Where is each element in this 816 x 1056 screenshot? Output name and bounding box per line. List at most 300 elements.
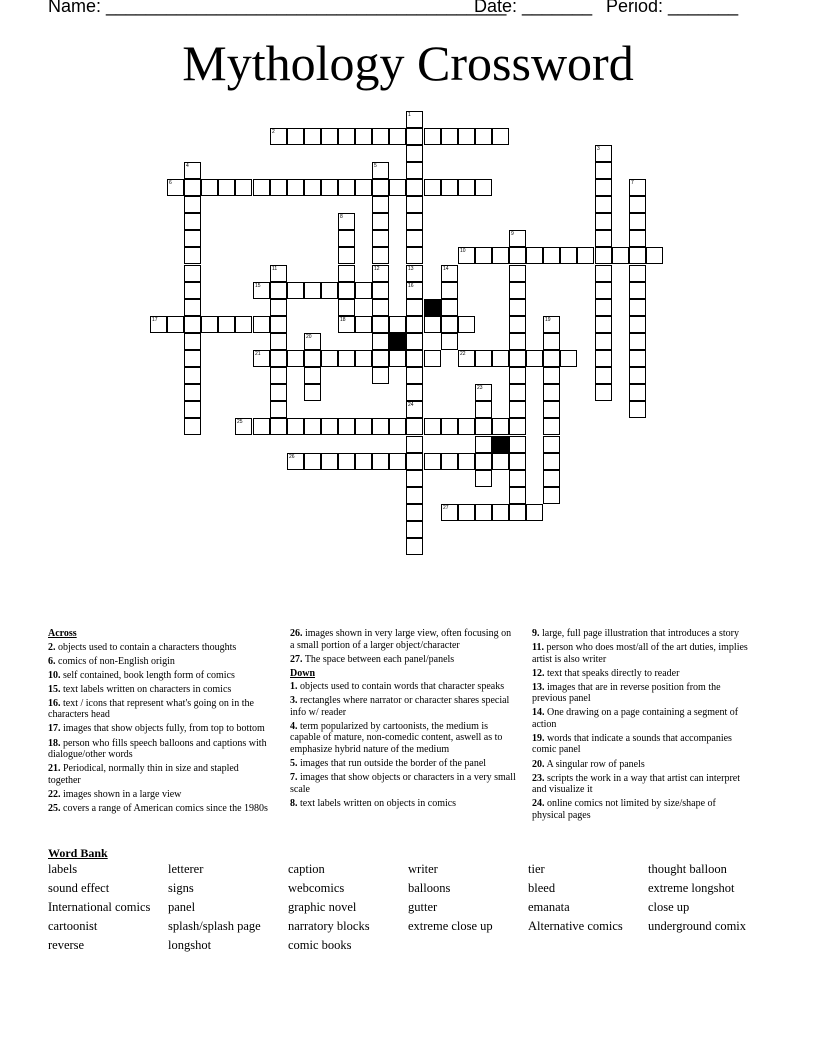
grid-cell[interactable] [184, 247, 201, 264]
grid-cell[interactable] [424, 418, 441, 435]
clue-item [532, 642, 750, 665]
cell-number: 13 [408, 266, 414, 272]
grid-cell[interactable] [629, 384, 646, 401]
grid-cell[interactable] [270, 299, 287, 316]
grid-cell[interactable] [406, 316, 423, 333]
cell-number: 11 [272, 266, 278, 272]
grid-cell[interactable] [321, 179, 338, 196]
grid-cell[interactable] [629, 401, 646, 418]
clue-item [290, 695, 516, 718]
grid-cell[interactable] [372, 196, 389, 213]
grid-cell[interactable] [406, 350, 423, 367]
grid-cell[interactable] [475, 504, 492, 521]
grid-cell[interactable] [458, 504, 475, 521]
clue-item [532, 773, 750, 796]
word-bank-item: comic books [288, 938, 352, 952]
grid-cell[interactable] [406, 230, 423, 247]
cell-number: 24 [408, 402, 414, 408]
clue-number: 24. [532, 798, 545, 810]
grid-cell[interactable] [560, 350, 577, 367]
grid-cell[interactable] [612, 247, 629, 264]
grid-cell[interactable] [406, 418, 423, 435]
clue-number: 17. [48, 723, 61, 735]
grid-cell[interactable] [184, 179, 201, 196]
grid-cell[interactable] [304, 179, 321, 196]
clue-number: 12. [532, 667, 545, 679]
grid-cell[interactable] [355, 179, 372, 196]
cell-number: 12 [374, 266, 380, 272]
grid-cell[interactable] [595, 367, 612, 384]
grid-cell[interactable] [475, 350, 492, 367]
grid-cell[interactable] [441, 179, 458, 196]
grid-cell[interactable] [595, 213, 612, 230]
word-bank-item: narratory blocks [288, 919, 370, 933]
grid-cell[interactable] [406, 487, 423, 504]
grid-cell[interactable] [595, 350, 612, 367]
clues-column-1 [48, 628, 268, 817]
grid-cell[interactable] [338, 453, 355, 470]
grid-cell[interactable] [270, 367, 287, 384]
grid-cell[interactable] [509, 247, 526, 264]
grid-cell[interactable] [372, 213, 389, 230]
clue-number: 13. [532, 681, 545, 693]
clue-item [532, 668, 750, 680]
grid-cell[interactable] [509, 436, 526, 453]
grid-cell[interactable] [543, 367, 560, 384]
grid-cell[interactable] [184, 265, 201, 282]
grid-cell[interactable] [629, 265, 646, 282]
grid-cell[interactable] [543, 401, 560, 418]
grid-cell[interactable] [492, 247, 509, 264]
word-bank-item: bleed [528, 881, 556, 895]
grid-cell[interactable] [406, 145, 423, 162]
grid-cell[interactable] [595, 282, 612, 299]
clue-text: The space between each panel/panels [302, 653, 455, 665]
name-field[interactable]: Name: ________________________________________ [48, 0, 507, 16]
grid-cell[interactable] [184, 333, 201, 350]
grid-cell[interactable] [287, 418, 304, 435]
clue-text: images that show objects fully, from top to bottom [60, 723, 265, 735]
clue-text: person who fills speech balloons and captions with dialogue/other words [48, 737, 267, 761]
grid-cell[interactable] [543, 247, 560, 264]
grid-cell[interactable] [424, 350, 441, 367]
grid-cell[interactable] [424, 179, 441, 196]
grid-cell[interactable] [338, 128, 355, 145]
clue-item [290, 798, 516, 810]
cell-number: 3 [597, 146, 600, 152]
grid-cell[interactable] [509, 384, 526, 401]
grid-cell[interactable] [287, 179, 304, 196]
grid-cell[interactable] [406, 333, 423, 350]
word-bank-item: Alternative comics [528, 919, 623, 933]
grid-cell[interactable] [372, 316, 389, 333]
grid-cell[interactable] [475, 247, 492, 264]
grid-cell[interactable] [321, 418, 338, 435]
grid-cell[interactable] [406, 128, 423, 145]
grid-cell[interactable] [372, 230, 389, 247]
grid-cell[interactable] [184, 230, 201, 247]
grid-cell[interactable] [304, 282, 321, 299]
grid-cell[interactable] [458, 128, 475, 145]
cell-number: 22 [460, 351, 466, 357]
grid-cell[interactable] [629, 282, 646, 299]
grid-cell[interactable] [338, 418, 355, 435]
cell-number: 8 [340, 214, 343, 220]
word-bank-item: emanata [528, 900, 570, 914]
grid-cell[interactable] [372, 350, 389, 367]
clue-text: One drawing on a page containing a segment of action [532, 707, 739, 730]
grid-cell[interactable] [629, 247, 646, 264]
grid-cell[interactable] [184, 213, 201, 230]
word-bank-item: panel [168, 900, 196, 914]
grid-cell[interactable] [629, 367, 646, 384]
grid-cell[interactable] [424, 453, 441, 470]
clue-number: 19. [532, 732, 545, 744]
grid-cell[interactable] [492, 418, 509, 435]
clue-item [48, 698, 268, 721]
grid-cell[interactable] [475, 436, 492, 453]
grid-cell[interactable] [509, 401, 526, 418]
clue-text: A singular row of panels [544, 758, 645, 770]
grid-cell[interactable] [595, 384, 612, 401]
grid-cell[interactable] [595, 299, 612, 316]
grid-cell[interactable] [184, 418, 201, 435]
grid-cell[interactable] [560, 247, 577, 264]
grid-cell[interactable] [389, 350, 406, 367]
grid-cell[interactable] [629, 350, 646, 367]
grid-cell[interactable] [270, 418, 287, 435]
grid-cell[interactable] [543, 470, 560, 487]
grid-cell[interactable] [595, 179, 612, 196]
grid-cell[interactable] [406, 521, 423, 538]
grid-cell[interactable] [629, 230, 646, 247]
grid-cell[interactable] [509, 487, 526, 504]
grid-cell[interactable] [595, 230, 612, 247]
word-bank-item: gutter [408, 900, 438, 914]
grid-cell[interactable] [338, 350, 355, 367]
grid-cell[interactable] [184, 196, 201, 213]
grid-cell[interactable] [543, 350, 560, 367]
grid-cell[interactable] [509, 453, 526, 470]
grid-cell[interactable] [201, 316, 218, 333]
grid-cell[interactable] [475, 418, 492, 435]
grid-cell[interactable] [218, 316, 235, 333]
grid-cell[interactable] [338, 299, 355, 316]
clue-item [48, 670, 268, 682]
grid-cell[interactable] [270, 401, 287, 418]
grid-cell[interactable] [543, 453, 560, 470]
grid-cell[interactable] [458, 179, 475, 196]
grid-cell[interactable] [406, 436, 423, 453]
grid-cell[interactable] [355, 316, 372, 333]
grid-cell[interactable] [184, 316, 201, 333]
word-bank-item: reverse [48, 938, 85, 952]
grid-cell[interactable] [355, 350, 372, 367]
cell-number: 1 [408, 112, 411, 118]
grid-cell[interactable] [338, 247, 355, 264]
clue-number: 25. [48, 802, 61, 814]
grid-cell[interactable] [355, 282, 372, 299]
cell-number: 7 [631, 180, 634, 186]
grid-cell[interactable] [184, 282, 201, 299]
clue-item [290, 721, 516, 756]
grid-cell[interactable] [406, 367, 423, 384]
page-title: Mythology Crossword [182, 35, 634, 91]
grid-cell[interactable] [595, 196, 612, 213]
clue-item [48, 738, 268, 761]
grid-cell[interactable] [389, 179, 406, 196]
grid-cell[interactable] [543, 384, 560, 401]
grid-cell[interactable] [629, 213, 646, 230]
grid-cell[interactable] [406, 504, 423, 521]
clue-item [48, 789, 268, 801]
grid-cell[interactable] [372, 282, 389, 299]
clue-number: 2. [48, 641, 56, 653]
grid-cell[interactable] [509, 367, 526, 384]
grid-cell[interactable] [338, 265, 355, 282]
grid-cell[interactable] [389, 418, 406, 435]
cell-number: 4 [186, 163, 189, 169]
grid-cell[interactable] [321, 128, 338, 145]
grid-cell[interactable] [406, 470, 423, 487]
grid-cell[interactable] [646, 247, 663, 264]
grid-cell[interactable] [355, 128, 372, 145]
clue-number: 16. [48, 697, 61, 709]
grid-cell[interactable] [543, 418, 560, 435]
clue-text: large, full page illustration that introduces a story [539, 628, 739, 639]
grid-cell[interactable] [595, 316, 612, 333]
grid-cell[interactable] [458, 316, 475, 333]
word-bank-item: webcomics [288, 881, 345, 895]
clue-number: 27. [290, 653, 303, 665]
clue-number: 3. [290, 695, 298, 707]
grid-cell[interactable] [321, 453, 338, 470]
word-bank-item: extreme close up [408, 919, 493, 933]
grid-cell[interactable] [201, 179, 218, 196]
grid-cell[interactable] [509, 504, 526, 521]
clue-item [290, 758, 516, 770]
grid-cell[interactable] [218, 179, 235, 196]
grid-cell[interactable] [304, 453, 321, 470]
grid-cell[interactable] [372, 299, 389, 316]
grid-cell[interactable] [509, 470, 526, 487]
grid-cell[interactable] [287, 128, 304, 145]
clue-text: comics of non-English origin [55, 655, 175, 667]
grid-cell[interactable] [270, 333, 287, 350]
grid-cell[interactable] [595, 247, 612, 264]
clue-text: online comics not limited by size/shape of physical pages [532, 798, 716, 821]
grid-cell[interactable] [287, 282, 304, 299]
grid-cell[interactable] [492, 504, 509, 521]
grid-cell[interactable] [167, 316, 184, 333]
grid-cell[interactable] [595, 162, 612, 179]
black-cell [424, 299, 441, 316]
clue-item [48, 803, 268, 815]
grid-cell[interactable] [372, 128, 389, 145]
grid-cell[interactable] [184, 299, 201, 316]
grid-cell[interactable] [509, 316, 526, 333]
grid-cell[interactable] [475, 453, 492, 470]
word-bank-item: tier [528, 862, 545, 876]
grid-cell[interactable] [543, 333, 560, 350]
grid-cell[interactable] [509, 282, 526, 299]
word-bank-item: longshot [168, 938, 212, 952]
grid-cell[interactable] [270, 384, 287, 401]
clue-text: images shown in very large view, often focusing on a small portion of a larger object/character [290, 628, 512, 651]
grid-cell[interactable] [526, 504, 543, 521]
grid-cell[interactable] [458, 453, 475, 470]
grid-cell[interactable] [441, 282, 458, 299]
grid-cell[interactable] [355, 453, 372, 470]
grid-cell[interactable] [304, 418, 321, 435]
word-bank-item: writer [408, 862, 438, 876]
grid-cell[interactable] [543, 487, 560, 504]
cell-number: 25 [237, 419, 243, 425]
grid-cell[interactable] [389, 316, 406, 333]
grid-cell[interactable] [441, 316, 458, 333]
clue-text: scripts the work in a way that artist can interpret and visualize it [532, 772, 740, 796]
grid-cell[interactable] [492, 453, 509, 470]
grid-cell[interactable] [389, 128, 406, 145]
grid-cell[interactable] [441, 333, 458, 350]
grid-cell[interactable] [270, 179, 287, 196]
grid-cell[interactable] [475, 128, 492, 145]
grid-cell[interactable] [270, 282, 287, 299]
grid-cell[interactable] [304, 128, 321, 145]
cell-number: 23 [477, 385, 483, 391]
grid-cell[interactable] [338, 282, 355, 299]
grid-cell[interactable] [406, 213, 423, 230]
clue-number: 22. [48, 788, 61, 800]
word-bank-item: splash/splash page [168, 919, 261, 933]
clue-item [290, 628, 516, 651]
clue-text: images that show objects or characters in a very small scale [290, 772, 516, 795]
grid-cell[interactable] [406, 299, 423, 316]
grid-cell[interactable] [492, 350, 509, 367]
clue-number: 10. [48, 669, 61, 681]
grid-cell[interactable] [406, 196, 423, 213]
grid-cell[interactable] [509, 350, 526, 367]
grid-cell[interactable] [406, 247, 423, 264]
grid-cell[interactable] [372, 367, 389, 384]
grid-cell[interactable] [338, 230, 355, 247]
grid-cell[interactable] [629, 196, 646, 213]
clue-item [532, 759, 750, 771]
grid-cell[interactable] [475, 470, 492, 487]
clue-item [48, 684, 268, 696]
grid-cell[interactable] [184, 350, 201, 367]
grid-cell[interactable] [184, 367, 201, 384]
grid-cell[interactable] [458, 418, 475, 435]
grid-cell[interactable] [372, 247, 389, 264]
grid-cell[interactable] [595, 265, 612, 282]
grid-cell[interactable] [629, 299, 646, 316]
grid-cell[interactable] [406, 538, 423, 555]
period-field[interactable]: Period: _______ [606, 0, 739, 16]
grid-cell[interactable] [184, 401, 201, 418]
grid-cell[interactable] [441, 418, 458, 435]
grid-cell[interactable] [287, 350, 304, 367]
cell-number: 2 [272, 129, 275, 135]
grid-cell[interactable] [577, 247, 594, 264]
clue-text: Periodical, normally thin in size and stapled together [48, 763, 239, 786]
grid-cell[interactable] [543, 436, 560, 453]
grid-cell[interactable] [253, 418, 270, 435]
grid-cell[interactable] [424, 316, 441, 333]
grid-cell[interactable] [441, 128, 458, 145]
clue-number: 4. [290, 720, 298, 732]
grid-cell[interactable] [270, 350, 287, 367]
grid-cell[interactable] [235, 179, 252, 196]
clue-item [48, 642, 268, 654]
black-cell [492, 436, 509, 453]
grid-cell[interactable] [475, 179, 492, 196]
date-field[interactable]: Date: _______ [474, 0, 593, 16]
word-bank-item: caption [288, 862, 325, 876]
clue-text: images shown in a large view [60, 788, 182, 800]
grid-cell[interactable] [406, 162, 423, 179]
grid-cell[interactable] [406, 453, 423, 470]
word-bank-item: sound effect [48, 881, 110, 895]
clue-number: 8. [290, 797, 298, 809]
grid-cell[interactable] [526, 350, 543, 367]
grid-cell[interactable] [629, 316, 646, 333]
grid-cell[interactable] [304, 367, 321, 384]
grid-cell[interactable] [526, 247, 543, 264]
grid-cell[interactable] [338, 179, 355, 196]
clue-text: words that indicate a sounds that accompanies comic panel [532, 732, 732, 756]
grid-cell[interactable] [406, 384, 423, 401]
grid-cell[interactable] [509, 418, 526, 435]
grid-cell[interactable] [253, 179, 270, 196]
black-cell [389, 333, 406, 350]
grid-cell[interactable] [321, 282, 338, 299]
grid-cell[interactable] [389, 453, 406, 470]
word-bank-item: cartoonist [48, 919, 98, 933]
grid-cell[interactable] [372, 418, 389, 435]
grid-cell[interactable] [372, 179, 389, 196]
grid-cell[interactable] [184, 384, 201, 401]
grid-cell[interactable] [424, 128, 441, 145]
grid-cell[interactable] [235, 316, 252, 333]
clue-text: text that speaks directly to reader [544, 667, 680, 679]
grid-cell[interactable] [441, 453, 458, 470]
grid-cell[interactable] [595, 333, 612, 350]
grid-cell[interactable] [304, 350, 321, 367]
clue-item [532, 733, 750, 756]
clue-item [290, 772, 516, 795]
grid-cell[interactable] [321, 350, 338, 367]
grid-cell[interactable] [304, 384, 321, 401]
grid-cell[interactable] [270, 316, 287, 333]
grid-cell[interactable] [253, 316, 270, 333]
clue-text: images that run outside the border of the panel [297, 757, 487, 769]
grid-cell[interactable] [509, 265, 526, 282]
grid-cell[interactable] [406, 179, 423, 196]
grid-cell[interactable] [355, 418, 372, 435]
grid-cell[interactable] [492, 128, 509, 145]
word-bank-item: balloons [408, 881, 451, 895]
grid-cell[interactable] [509, 299, 526, 316]
grid-cell[interactable] [509, 333, 526, 350]
grid-cell[interactable] [441, 299, 458, 316]
grid-cell[interactable] [372, 333, 389, 350]
clue-item [532, 707, 750, 730]
grid-cell[interactable] [372, 453, 389, 470]
grid-cell[interactable] [475, 401, 492, 418]
grid-cell[interactable] [629, 333, 646, 350]
clue-item [532, 682, 750, 705]
